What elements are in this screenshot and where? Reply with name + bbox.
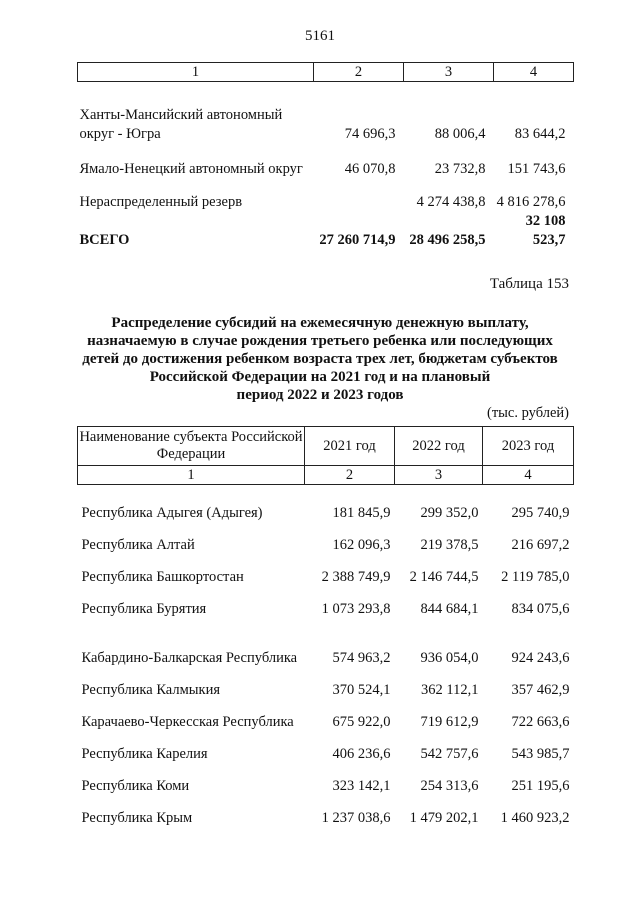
total-2022: 28 496 258,5 xyxy=(409,232,486,248)
value-2021: 675 922,0 xyxy=(332,714,391,730)
title-line: Распределение субсидий на ежемесячную денежную выплату, xyxy=(111,315,529,331)
value-2021: 74 696,3 xyxy=(344,126,396,142)
value-2023: 722 663,6 xyxy=(511,714,570,730)
value-2023: 357 462,9 xyxy=(511,682,570,698)
value-2021: 162 096,3 xyxy=(332,537,391,553)
value-2021: 323 142,1 xyxy=(332,778,391,794)
value-2021: 1 237 038,6 xyxy=(321,810,391,826)
region-name: Республика Крым xyxy=(81,810,193,826)
region-name: Республика Бурятия xyxy=(81,601,207,617)
column-number: 1 xyxy=(78,63,314,82)
value-2023: 83 644,2 xyxy=(514,126,566,142)
total-2021: 27 260 714,9 xyxy=(319,232,396,248)
region-name: Ямало-Ненецкий автономный округ xyxy=(79,161,303,177)
column-number: 4 xyxy=(494,63,574,82)
value-2022: 23 732,8 xyxy=(434,161,486,177)
value-2023: 2 119 785,0 xyxy=(501,569,570,585)
value-2021: 406 236,6 xyxy=(332,746,391,762)
region-name: Карачаево-Черкесская Республика xyxy=(81,714,294,730)
value-2023: 543 985,7 xyxy=(511,746,570,762)
value-2022: 2 146 744,5 xyxy=(409,569,479,585)
table-row xyxy=(78,619,574,668)
value-2023: 1 460 923,2 xyxy=(500,810,570,826)
table-row xyxy=(78,796,574,828)
header-subject-name: Наименование субъекта Российской Федерации xyxy=(78,427,305,466)
value-2021: 370 524,1 xyxy=(332,682,391,698)
value-2021: 1 073 293,8 xyxy=(321,601,391,617)
column-number: 1 xyxy=(78,466,305,485)
header-2022: 2022 год xyxy=(395,427,483,466)
table-title xyxy=(80,314,560,404)
column-number: 4 xyxy=(483,466,574,485)
value-2022: 936 054,0 xyxy=(420,650,479,666)
header-row xyxy=(78,427,574,466)
value-2022: 844 684,1 xyxy=(420,601,479,617)
table-row xyxy=(78,700,574,732)
header-2021: 2021 год xyxy=(305,427,395,466)
total-label: ВСЕГО xyxy=(79,232,130,248)
previous-table-continuation xyxy=(77,62,574,250)
table-row xyxy=(78,668,574,700)
value-2021: 181 845,9 xyxy=(332,505,391,521)
table-row xyxy=(78,523,574,555)
value-2021: 2 388 749,9 xyxy=(321,569,391,585)
region-name: Ханты-Мансийский автономный округ - Югра xyxy=(79,107,283,142)
column-number: 3 xyxy=(404,63,494,82)
value-2022: 542 757,6 xyxy=(420,746,479,762)
table-row xyxy=(78,764,574,796)
value-2022: 219 378,5 xyxy=(420,537,479,553)
column-number: 2 xyxy=(305,466,395,485)
column-number-row xyxy=(78,63,574,82)
title-line: Российской Федерации на 2021 год и на плановый xyxy=(149,369,491,385)
value-2022: 1 479 202,1 xyxy=(409,810,479,826)
region-name: Республика Адыгея (Адыгея) xyxy=(81,505,263,521)
column-number: 2 xyxy=(314,63,404,82)
value-2023: 924 243,6 xyxy=(511,650,570,666)
value-2023: 295 740,9 xyxy=(511,505,570,521)
region-name: Республика Карелия xyxy=(81,746,208,762)
table-label: Таблица 153 xyxy=(489,276,569,292)
value-2022: 719 612,9 xyxy=(420,714,479,730)
value-2023: 151 743,6 xyxy=(507,161,566,177)
value-2022: 254 313,6 xyxy=(420,778,479,794)
region-name: Республика Алтай xyxy=(81,537,195,553)
units-label: (тыс. рублей) xyxy=(487,405,569,421)
table-row xyxy=(78,732,574,764)
value-2023: 4 816 278,6 xyxy=(496,194,566,210)
region-name: Кабардино-Балкарская Республика xyxy=(81,650,298,666)
value-2023: 834 075,6 xyxy=(511,601,570,617)
subsidy-table xyxy=(77,426,574,828)
column-number-row xyxy=(78,466,574,485)
table-row xyxy=(78,555,574,587)
region-name: Республика Башкортостан xyxy=(81,569,244,585)
table-row xyxy=(78,587,574,619)
value-2021 xyxy=(314,179,404,212)
value-2023: 251 195,6 xyxy=(511,778,570,794)
table-row xyxy=(78,485,574,524)
value-2021: 46 070,8 xyxy=(344,161,396,177)
page-number: 5161 xyxy=(305,28,335,44)
value-2022: 299 352,0 xyxy=(420,505,479,521)
value-2023: 216 697,2 xyxy=(511,537,570,553)
table-row xyxy=(78,144,574,179)
value-2022: 88 006,4 xyxy=(434,126,486,142)
value-2022: 4 274 438,8 xyxy=(416,194,486,210)
value-2022: 362 112,1 xyxy=(421,682,479,698)
column-number: 3 xyxy=(395,466,483,485)
value-2021: 574 963,2 xyxy=(332,650,391,666)
region-name: Нераспределенный резерв xyxy=(79,194,243,210)
title-line: назначаемую в случае рождения третьего ребенка или последующих xyxy=(87,333,553,349)
header-2023: 2023 год xyxy=(483,427,574,466)
table-row xyxy=(78,82,574,145)
table-row xyxy=(78,179,574,212)
region-name: Республика Калмыкия xyxy=(81,682,220,698)
region-name: Республика Коми xyxy=(81,778,190,794)
total-2023: 32 108 523,7 xyxy=(525,213,566,248)
title-line: детей до достижения ребенком возраста трех лет, бюджетам субъектов xyxy=(82,351,558,367)
title-line: период 2022 и 2023 годов xyxy=(236,387,404,403)
total-row xyxy=(78,212,574,250)
